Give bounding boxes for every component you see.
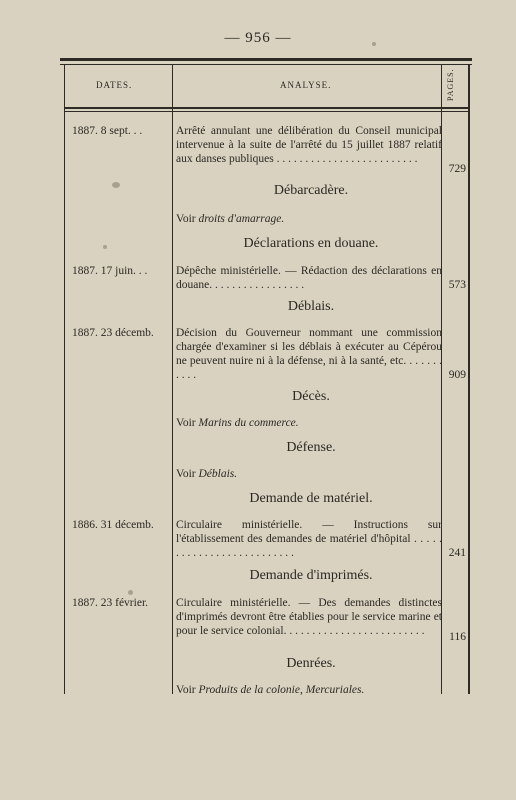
entry-date: 1887. 23 décemb. bbox=[72, 327, 154, 339]
entry-row bbox=[64, 596, 470, 644]
section-heading: Déblais. bbox=[287, 299, 335, 314]
see-also-ref: Déblais. bbox=[198, 468, 238, 480]
column-header-dates: DATES. bbox=[96, 80, 133, 90]
see-also-word: Voir bbox=[176, 213, 196, 225]
see-also bbox=[176, 417, 299, 429]
ink-spot bbox=[103, 245, 107, 249]
see-also-ref: droits d'amarrage. bbox=[198, 213, 285, 225]
see-also-ref: Marins du commerce. bbox=[198, 417, 299, 429]
see-also-word: Voir bbox=[176, 684, 196, 696]
entry-date: 1887. 23 février. bbox=[72, 597, 149, 609]
entry-row bbox=[64, 264, 470, 292]
entry-analysis: Circulaire ministérielle. — Instructions sur l'établissement des demandes de matériel d'hôpital . . . . . . . . . . . . . . . . . . . . . . . . . . bbox=[176, 519, 442, 559]
page-number: — 956 — bbox=[224, 30, 292, 46]
ink-spot bbox=[128, 590, 133, 595]
section-heading: Demande d'imprimés. bbox=[249, 568, 373, 583]
see-also-ref: Produits de la colonie, Mercuriales. bbox=[198, 684, 365, 696]
entry-row bbox=[64, 326, 470, 382]
entry-analysis: Arrêté annulant une délibération du Conseil municipal intervenue à la suite de l'arrêté du 15 juillet 1887 relatif aux danses publiques . . . . . . . . . . . . . . . . . . . . . . . . . bbox=[176, 125, 442, 165]
header-rule bbox=[64, 107, 468, 109]
column-header-pages: PAGES. bbox=[446, 68, 455, 102]
ink-spot bbox=[372, 42, 376, 46]
section-heading: Défense. bbox=[286, 440, 336, 455]
entry-date: 1887. 8 sept. . . bbox=[72, 125, 143, 137]
entry-analysis: Circulaire ministérielle. — Des demandes distinctes d'imprimés devront être établies pour le service marine et pour le service colonial. . . . . . . . . . . . . . . . . . . . . . . . . bbox=[176, 597, 442, 637]
entry-row bbox=[64, 124, 470, 176]
ink-spot bbox=[112, 182, 120, 188]
entry-page: 241 bbox=[448, 547, 466, 559]
section-heading: Débarcadère. bbox=[273, 183, 349, 198]
see-also bbox=[176, 468, 237, 480]
entry-row bbox=[64, 518, 470, 560]
section-heading: Décès. bbox=[292, 389, 330, 404]
top-rule-thin bbox=[60, 64, 472, 65]
top-rule bbox=[60, 58, 472, 61]
entry-page: 909 bbox=[448, 369, 466, 381]
entry-page: 573 bbox=[448, 279, 466, 291]
section-heading: Demande de matériel. bbox=[249, 491, 373, 506]
entry-analysis: Décision du Gouverneur nommant une commission chargée d'examiner si les déblais à exécuter au Cépérou ne peuvent nuire ni à la défense, ni à la santé, etc. . . . . . . . . . . bbox=[176, 327, 442, 381]
entry-page: 729 bbox=[448, 163, 466, 175]
see-also bbox=[176, 684, 364, 696]
entry-analysis: Dépêche ministérielle. — Rédaction des déclarations en douane. . . . . . . . . . . . . . . . . bbox=[176, 265, 442, 291]
see-also bbox=[176, 213, 284, 225]
section-heading: Déclarations en douane. bbox=[243, 236, 379, 251]
section-heading: Denrées. bbox=[286, 656, 336, 671]
column-header-analyse: ANALYSE. bbox=[280, 80, 332, 90]
entry-date: 1886. 31 décemb. bbox=[72, 519, 154, 531]
entry-date: 1887. 17 juin. . . bbox=[72, 265, 148, 277]
header-rule-thin bbox=[64, 111, 468, 112]
see-also-word: Voir bbox=[176, 468, 196, 480]
see-also-word: Voir bbox=[176, 417, 196, 429]
entry-page: 116 bbox=[449, 631, 466, 643]
